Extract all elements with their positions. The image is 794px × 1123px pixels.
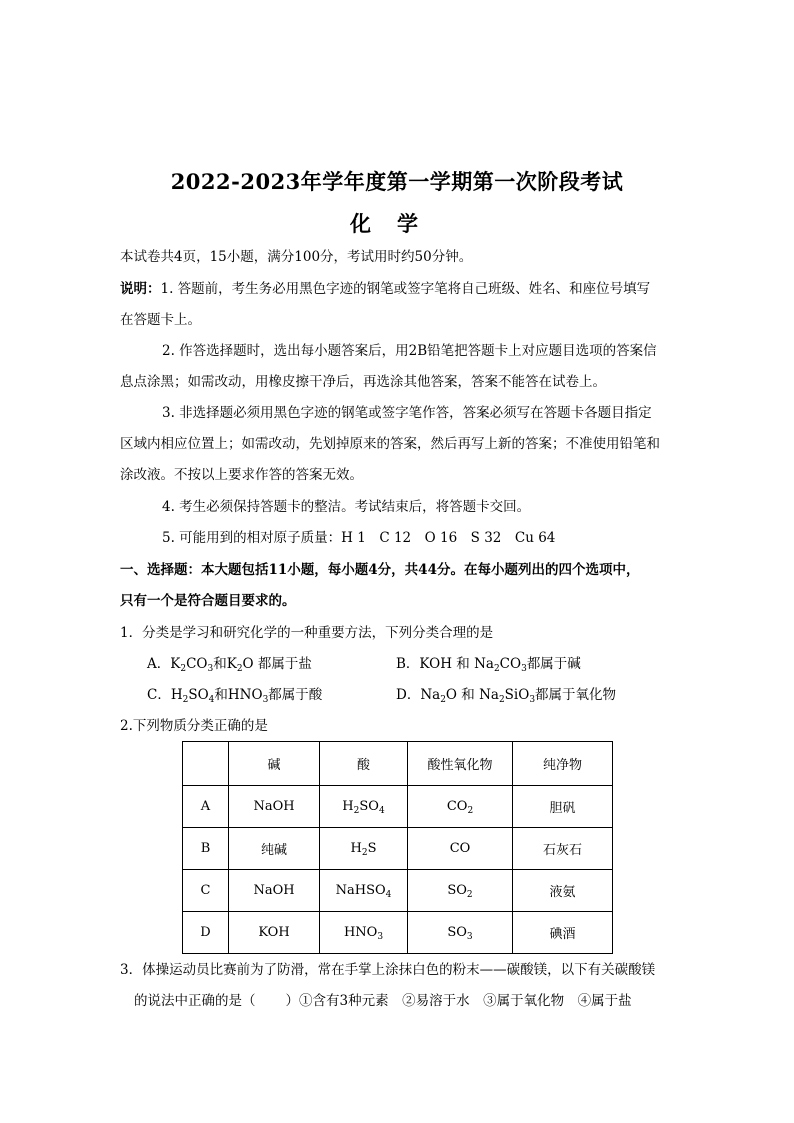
note-2-line-1: 2. 作答选择题时，选出每小题答案后，用2B铅笔把答题卡上对应题目选项的答案信 xyxy=(162,343,657,359)
header-cell-acid: 酸 xyxy=(320,742,408,786)
exam-intro: 本试卷共4页，15小题，满分100分，考试用时约50分钟。 xyxy=(120,249,473,265)
note-2-line-2: 息点涂黑；如需改动，用橡皮擦干净后，再选涂其他答案，答案不能答在试卷上。 xyxy=(120,374,606,390)
cell-acid: NaHSO$_4$ xyxy=(320,870,408,912)
row-label: A xyxy=(183,786,229,828)
q1-option-d: D．$Na_2O$ 和 $Na_2SiO_3$都属于氧化物 xyxy=(396,687,617,705)
cell-acid: $H_2SO_4$ xyxy=(320,786,408,828)
cell-acid: $HNO_3$ xyxy=(320,912,408,954)
classification-table xyxy=(182,741,613,954)
note-1-line-2: 在答题卡上。 xyxy=(120,312,201,328)
table-header-row xyxy=(183,742,613,786)
cell-base: KOH xyxy=(229,912,320,954)
table-row xyxy=(183,828,613,870)
row-label: C xyxy=(183,870,229,912)
row-label: B xyxy=(183,828,229,870)
note-5: 5. 可能用到的相对原子质量：H 1 C 12 O 16 S 32 Cu 64 xyxy=(162,530,556,546)
subject-title: 化学 xyxy=(350,211,444,236)
cell-pure-substance: 石灰石 xyxy=(513,828,613,870)
q1-option-c: C．$H_2SO_4$和$HNO_3$都属于酸 xyxy=(147,687,323,705)
question-3-stem-cont: 的说法中正确的是（ ）①含有3种元素 ②易溶于水 ③属于氧化物 ④属于盐 xyxy=(134,993,632,1009)
table-row xyxy=(183,870,613,912)
cell-acidic-oxide: CO xyxy=(408,828,513,870)
question-1-stem: 1．分类是学习和研究化学的一种重要方法，下列分类合理的是 xyxy=(120,625,494,641)
header-cell-pure-substance: 纯净物 xyxy=(513,742,613,786)
cell-acid: $H_2S$ xyxy=(320,828,408,870)
cell-base: 纯碱 xyxy=(229,828,320,870)
cell-acidic-oxide: $CO_2$ xyxy=(408,786,513,828)
cell-pure-substance: 碘酒 xyxy=(513,912,613,954)
cell-acidic-oxide: $SO_3$ xyxy=(408,912,513,954)
header-cell-base: 碱 xyxy=(229,742,320,786)
question-2-stem: 2.下列物质分类正确的是 xyxy=(120,718,268,734)
note-3-line-3: 涂改液。不按以上要求作答的答案无效。 xyxy=(120,467,363,483)
q1-option-a: A．$K_2CO_3$和$K_2O$ 都属于盐 xyxy=(147,656,312,674)
note-3-line-1: 3. 非选择题必须用黑色字迹的钢笔或签字笔作答，答案必须写在答题卡各题目指定 xyxy=(162,405,652,421)
header-cell-empty xyxy=(183,742,229,786)
table-row xyxy=(183,786,613,828)
page-title: 2022-2023年学年度第一学期第一次阶段考试 xyxy=(170,169,624,194)
cell-base: NaOH xyxy=(229,870,320,912)
note-1-text: 1. 答题前，考生务必用黑色字迹的钢笔或签字笔将自己班级、姓名、和座位号填写 xyxy=(160,281,651,297)
cell-acidic-oxide: $SO_2$ xyxy=(408,870,513,912)
section-1-heading: 一、选择题：本大题包括11小题，每小题4分，共44分。在每小题列出的四个选项中， xyxy=(120,562,640,578)
cell-base: NaOH xyxy=(229,786,320,828)
row-label: D xyxy=(183,912,229,954)
q1-option-b: B．KOH 和 $Na_2CO_3$都属于碱 xyxy=(396,656,581,674)
cell-pure-substance: 液氨 xyxy=(513,870,613,912)
section-1-heading-cont: 只有一个是符合题目要求的。 xyxy=(120,593,296,609)
note-1-line-1 xyxy=(120,281,650,297)
note-4: 4. 考生必须保持答题卡的整洁。考试结束后，将答题卡交回。 xyxy=(162,499,531,515)
question-3-stem: 3．体操运动员比赛前为了防滑，常在手掌上涂抹白色的粉末——碳酸镁，以下有关碳酸镁 xyxy=(120,962,656,978)
cell-pure-substance: 胆矾 xyxy=(513,786,613,828)
note-3-line-2: 区域内相应位置上；如需改动，先划掉原来的答案，然后再写上新的答案；不准使用铅笔和 xyxy=(120,436,660,452)
header-cell-acidic-oxide: 酸性氧化物 xyxy=(408,742,513,786)
table-row xyxy=(183,912,613,954)
notes-label: 说明： xyxy=(120,281,161,297)
